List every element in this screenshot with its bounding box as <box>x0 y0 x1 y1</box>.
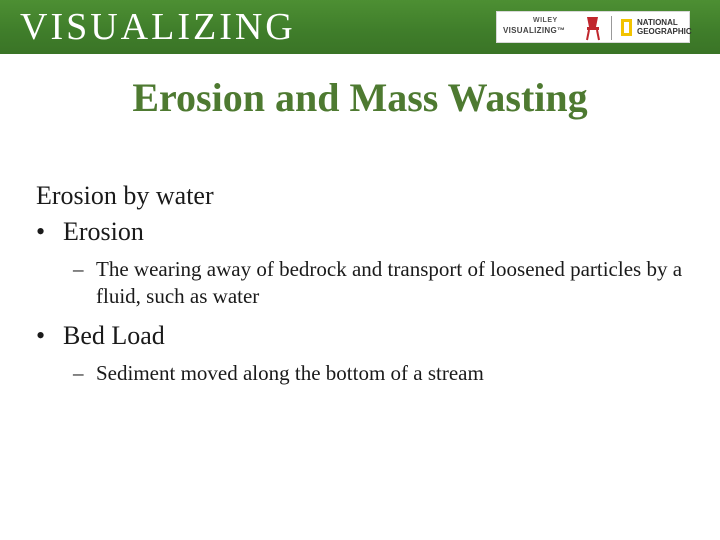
natgeo-logo-text <box>637 18 692 36</box>
bullet-item <box>36 214 696 250</box>
logo-divider <box>611 16 612 40</box>
sub-marker: – <box>73 361 84 385</box>
natgeo-line-1: NATIONAL <box>637 18 678 27</box>
bullet-marker: • <box>36 217 46 246</box>
slide-body <box>36 178 696 395</box>
banner-title: VISUALIZING <box>20 6 296 48</box>
natgeo-line-2: GEOGRAPHIC <box>637 27 692 36</box>
natgeo-frame-icon <box>621 19 632 36</box>
sub-item <box>36 360 696 387</box>
sub-marker: – <box>73 257 84 281</box>
intro-line: Erosion by water <box>36 181 214 210</box>
slide-title: Erosion and Mass Wasting <box>132 75 588 120</box>
publisher-logos <box>496 11 690 43</box>
bullet-label: Erosion <box>63 217 144 246</box>
visualizing-logo-text: VISUALIZING™ <box>503 26 566 35</box>
sub-text: Sediment moved along the bottom of a stream <box>96 361 484 385</box>
bullet-marker: • <box>36 321 46 350</box>
bullet-label: Bed Load <box>63 321 165 350</box>
bullet-item <box>36 318 696 354</box>
sub-item <box>36 256 696 310</box>
wiley-logo-text: WILEY <box>533 17 558 24</box>
header-banner <box>0 0 720 54</box>
chair-icon <box>583 15 603 41</box>
sub-text: The wearing away of bedrock and transport of loosened particles by a fluid, such as water <box>96 257 683 308</box>
